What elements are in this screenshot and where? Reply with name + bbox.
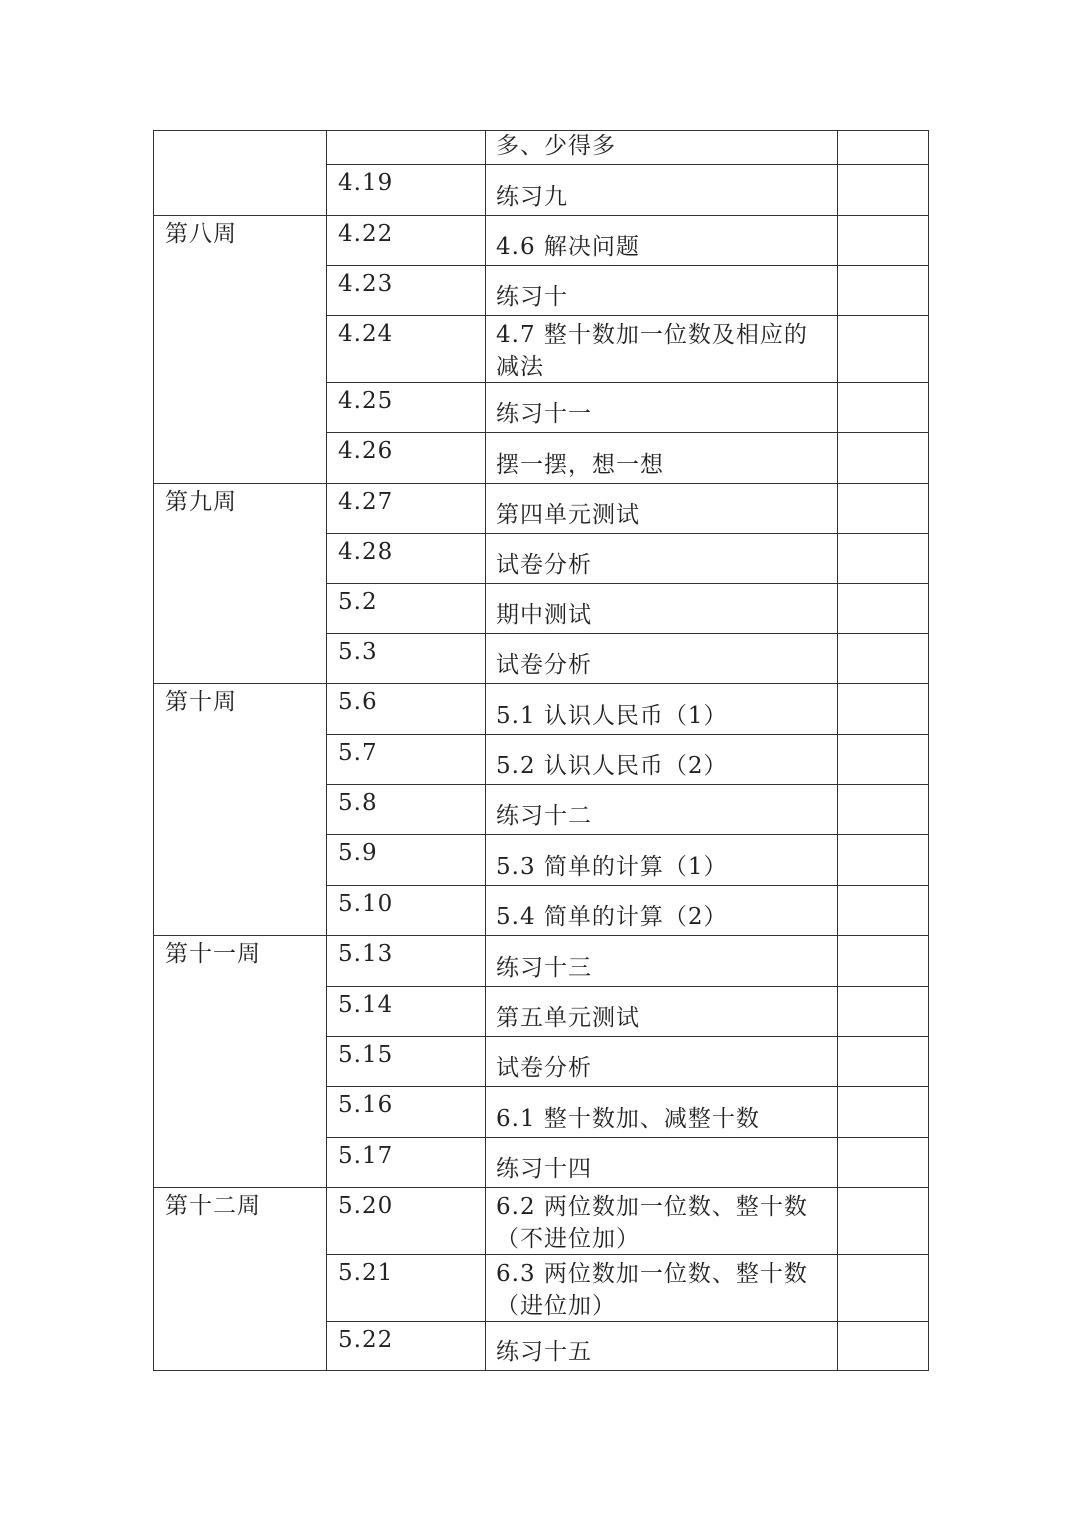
content-cell bbox=[486, 1322, 838, 1371]
note-cell bbox=[838, 584, 929, 634]
content-cell bbox=[486, 165, 838, 216]
date-cell: 5.7 bbox=[327, 735, 486, 785]
note-cell bbox=[838, 1255, 929, 1322]
table-row bbox=[154, 484, 929, 534]
week-cell: 第十二周 bbox=[154, 1188, 327, 1371]
date-cell: 5.22 bbox=[327, 1322, 486, 1371]
content-text: 4.6 解决问题 bbox=[496, 234, 640, 260]
content-text: 6.1 整十数加、减整十数 bbox=[496, 1106, 760, 1132]
content-text: 第五单元测试 bbox=[496, 1005, 640, 1031]
date-cell: 4.24 bbox=[327, 316, 486, 383]
content-cell bbox=[486, 785, 838, 835]
content-cell bbox=[486, 534, 838, 584]
content-text: 练习十一 bbox=[496, 401, 592, 427]
note-cell bbox=[838, 785, 929, 835]
content-cell bbox=[486, 433, 838, 484]
note-cell bbox=[838, 484, 929, 534]
date-cell: 4.22 bbox=[327, 216, 486, 266]
content-cell bbox=[486, 634, 838, 684]
content-cell bbox=[486, 735, 838, 785]
content-cell bbox=[486, 987, 838, 1037]
date-cell: 4.28 bbox=[327, 534, 486, 584]
note-cell bbox=[838, 886, 929, 936]
content-cell bbox=[486, 936, 838, 987]
note-cell bbox=[838, 835, 929, 886]
content-text: 5.1 认识人民币（1） bbox=[496, 703, 728, 729]
note-cell bbox=[838, 433, 929, 484]
content-cell bbox=[486, 684, 838, 735]
week-cell bbox=[154, 131, 327, 216]
date-cell: 5.16 bbox=[327, 1087, 486, 1138]
table-row bbox=[154, 131, 929, 165]
date-cell: 4.23 bbox=[327, 266, 486, 316]
note-cell bbox=[838, 383, 929, 433]
date-cell: 5.13 bbox=[327, 936, 486, 987]
note-cell bbox=[838, 1138, 929, 1188]
note-cell bbox=[838, 1188, 929, 1255]
note-cell bbox=[838, 936, 929, 987]
date-cell: 5.14 bbox=[327, 987, 486, 1037]
content-text: 4.7 整十数加一位数及相应的减法 bbox=[496, 322, 808, 380]
content-cell bbox=[486, 1188, 838, 1255]
table-row bbox=[154, 216, 929, 266]
note-cell bbox=[838, 266, 929, 316]
date-cell: 5.10 bbox=[327, 886, 486, 936]
table-row bbox=[154, 936, 929, 987]
content-text: 试卷分析 bbox=[496, 552, 592, 578]
note-cell bbox=[838, 534, 929, 584]
note-cell bbox=[838, 684, 929, 735]
content-cell bbox=[486, 216, 838, 266]
note-cell bbox=[838, 1322, 929, 1371]
table-row bbox=[154, 1188, 929, 1255]
date-cell: 5.3 bbox=[327, 634, 486, 684]
content-cell bbox=[486, 886, 838, 936]
content-cell bbox=[486, 131, 838, 165]
content-text: 练习十 bbox=[496, 284, 568, 310]
date-cell: 4.25 bbox=[327, 383, 486, 433]
week-cell: 第十一周 bbox=[154, 936, 327, 1188]
content-cell bbox=[486, 835, 838, 886]
note-cell bbox=[838, 316, 929, 383]
content-text: 6.3 两位数加一位数、整十数（进位加） bbox=[496, 1261, 808, 1319]
content-text: 练习十二 bbox=[496, 803, 592, 829]
note-cell bbox=[838, 634, 929, 684]
date-cell: 5.8 bbox=[327, 785, 486, 835]
note-cell bbox=[838, 216, 929, 266]
content-cell bbox=[486, 1037, 838, 1087]
content-text: 练习十三 bbox=[496, 955, 592, 981]
content-cell bbox=[486, 1255, 838, 1322]
week-cell: 第十周 bbox=[154, 684, 327, 936]
date-cell: 5.6 bbox=[327, 684, 486, 735]
date-cell bbox=[327, 131, 486, 165]
content-cell bbox=[486, 383, 838, 433]
content-text: 试卷分析 bbox=[496, 1055, 592, 1081]
date-cell: 5.9 bbox=[327, 835, 486, 886]
date-cell: 4.26 bbox=[327, 433, 486, 484]
content-text: 期中测试 bbox=[496, 602, 592, 628]
content-text: 5.3 简单的计算（1） bbox=[496, 854, 728, 880]
content-text: 多、少得多 bbox=[496, 133, 616, 159]
note-cell bbox=[838, 131, 929, 165]
content-cell bbox=[486, 1138, 838, 1188]
content-cell bbox=[486, 316, 838, 383]
table-row bbox=[154, 684, 929, 735]
content-text: 试卷分析 bbox=[496, 652, 592, 678]
week-cell: 第八周 bbox=[154, 216, 327, 484]
date-cell: 4.27 bbox=[327, 484, 486, 534]
content-text: 练习九 bbox=[496, 184, 568, 210]
content-text: 摆一摆，想一想 bbox=[496, 452, 664, 478]
content-text: 练习十五 bbox=[496, 1339, 592, 1365]
date-cell: 5.21 bbox=[327, 1255, 486, 1322]
content-text: 练习十四 bbox=[496, 1156, 592, 1182]
note-cell bbox=[838, 1087, 929, 1138]
content-text: 5.2 认识人民币（2） bbox=[496, 753, 728, 779]
date-cell: 4.19 bbox=[327, 165, 486, 216]
note-cell bbox=[838, 1037, 929, 1087]
schedule-table bbox=[153, 130, 929, 1371]
date-cell: 5.20 bbox=[327, 1188, 486, 1255]
content-cell bbox=[486, 584, 838, 634]
note-cell bbox=[838, 165, 929, 216]
content-text: 6.2 两位数加一位数、整十数（不进位加） bbox=[496, 1194, 808, 1252]
date-cell: 5.15 bbox=[327, 1037, 486, 1087]
note-cell bbox=[838, 987, 929, 1037]
date-cell: 5.17 bbox=[327, 1138, 486, 1188]
content-cell bbox=[486, 484, 838, 534]
content-text: 5.4 简单的计算（2） bbox=[496, 904, 728, 930]
note-cell bbox=[838, 735, 929, 785]
content-cell bbox=[486, 1087, 838, 1138]
content-cell bbox=[486, 266, 838, 316]
week-cell: 第九周 bbox=[154, 484, 327, 684]
content-text: 第四单元测试 bbox=[496, 502, 640, 528]
date-cell: 5.2 bbox=[327, 584, 486, 634]
